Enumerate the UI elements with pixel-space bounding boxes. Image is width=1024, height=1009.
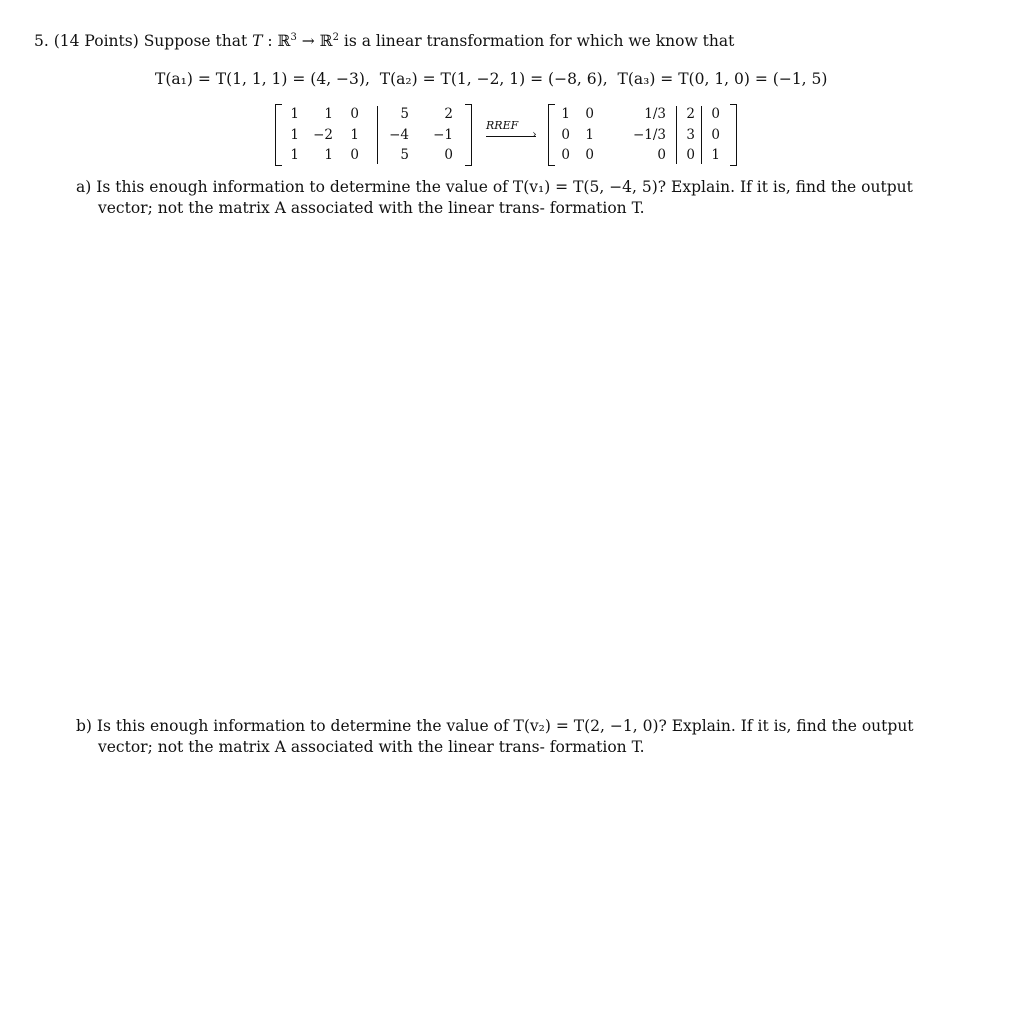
matrix-left-cell: −2 xyxy=(313,126,333,143)
part-a-question xyxy=(76,177,913,219)
matrix-right-aug1-cell: 3 xyxy=(686,126,695,143)
matrix-left-aug-cell: 0 xyxy=(444,147,453,163)
matrix-right-aug1-cell: 2 xyxy=(686,106,695,122)
matrix-right-cell: 0 xyxy=(561,147,570,163)
reduced-column-1 xyxy=(683,104,695,166)
matrix-left-aug-cell: −4 xyxy=(389,126,409,143)
map-notation: T xyxy=(252,32,263,51)
augment-divider xyxy=(676,106,677,164)
right-bracket xyxy=(730,104,737,166)
part-a-line2: vector; not the matrix A associated with the linear trans- formation T. xyxy=(98,199,645,217)
matrix-left-aug-cell: 5 xyxy=(400,147,409,163)
reduced-column-2 xyxy=(708,104,720,166)
problem-points: (14 Points) xyxy=(53,32,139,51)
matrix-left-cell: 1 xyxy=(350,126,359,143)
equation-a3: T(a₃) = T(0, 1, 0) = (−1, 5) xyxy=(617,70,828,88)
augment-divider xyxy=(377,106,378,164)
part-b-line1: Is this enough information to determine the value of T(v₂) = T(2, −1, 0)? Explain. If it is, find the output xyxy=(96,717,914,735)
equation-a1: T(a₁) = T(1, 1, 1) = (4, −3), xyxy=(155,70,370,88)
matrix-left-cell: 0 xyxy=(350,106,359,122)
matrix-right-cell: 0 xyxy=(585,106,594,122)
matrix-right-cell: 1 xyxy=(585,126,594,143)
given-equations xyxy=(155,70,827,88)
problem-statement: 5. (14 Points) Suppose that T : ℝ$^3$ → ℝ$^2$ is a linear transformation for which we know that xyxy=(34,32,735,51)
matrix-right-aug2-cell: 0 xyxy=(711,126,720,143)
matrix-left-cell: 1 xyxy=(290,106,299,122)
part-b-label: b) xyxy=(76,717,92,735)
matrix-right-aug2-cell: 1 xyxy=(711,147,720,163)
matrix-right-aug2-cell: 0 xyxy=(711,106,720,122)
matrix-left-aug-cell: 5 xyxy=(400,106,409,122)
reduced-matrix xyxy=(548,104,740,166)
left-bracket xyxy=(548,104,555,166)
matrix-right-cell: −1/3 xyxy=(632,126,666,143)
matrix-output-block xyxy=(383,104,453,166)
left-bracket xyxy=(275,104,282,166)
right-bracket xyxy=(465,104,472,166)
equation-a2: T(a₂) = T(1, −2, 1) = (−8, 6), xyxy=(379,70,608,88)
problem-intro-a: Suppose that xyxy=(143,32,248,51)
matrix-left-cell: 0 xyxy=(350,147,359,163)
matrix-right-cell: 0 xyxy=(657,147,666,163)
matrix-left-cell: 1 xyxy=(324,147,333,163)
matrix-right-cell: 0 xyxy=(561,126,570,143)
part-b-question xyxy=(76,716,914,758)
augmented-matrix xyxy=(275,104,475,166)
matrix-left-cell: 1 xyxy=(290,126,299,143)
reduced-coefficient-block xyxy=(558,104,666,166)
part-a-line1: Is this enough information to determine the value of T(v₁) = T(5, −4, 5)? Explain. If it is, find the output xyxy=(96,178,913,196)
matrix-left-aug-cell: −1 xyxy=(433,126,453,143)
part-a-label: a) xyxy=(76,178,92,196)
matrix-right-cell: 0 xyxy=(585,147,594,163)
matrix-right-aug1-cell: 0 xyxy=(686,147,695,163)
matrix-left-aug-cell: 2 xyxy=(444,106,453,122)
problem-number: 5. xyxy=(34,32,49,51)
rref-arrowhead: › xyxy=(532,127,537,141)
matrix-right-cell: 1/3 xyxy=(644,106,666,122)
augment-divider xyxy=(701,106,702,164)
matrix-right-cell: 1 xyxy=(561,106,570,122)
rref-label: RREF xyxy=(486,119,519,132)
problem-intro-b: is a linear transformation for which we know that xyxy=(343,32,735,51)
matrix-left-cell: 1 xyxy=(324,106,333,122)
part-b-line2: vector; not the matrix A associated with the linear trans- formation T. xyxy=(98,738,645,756)
matrix-left-cell: 1 xyxy=(290,147,299,163)
rref-arrow xyxy=(486,136,536,137)
matrix-coefficient-block xyxy=(287,104,359,166)
